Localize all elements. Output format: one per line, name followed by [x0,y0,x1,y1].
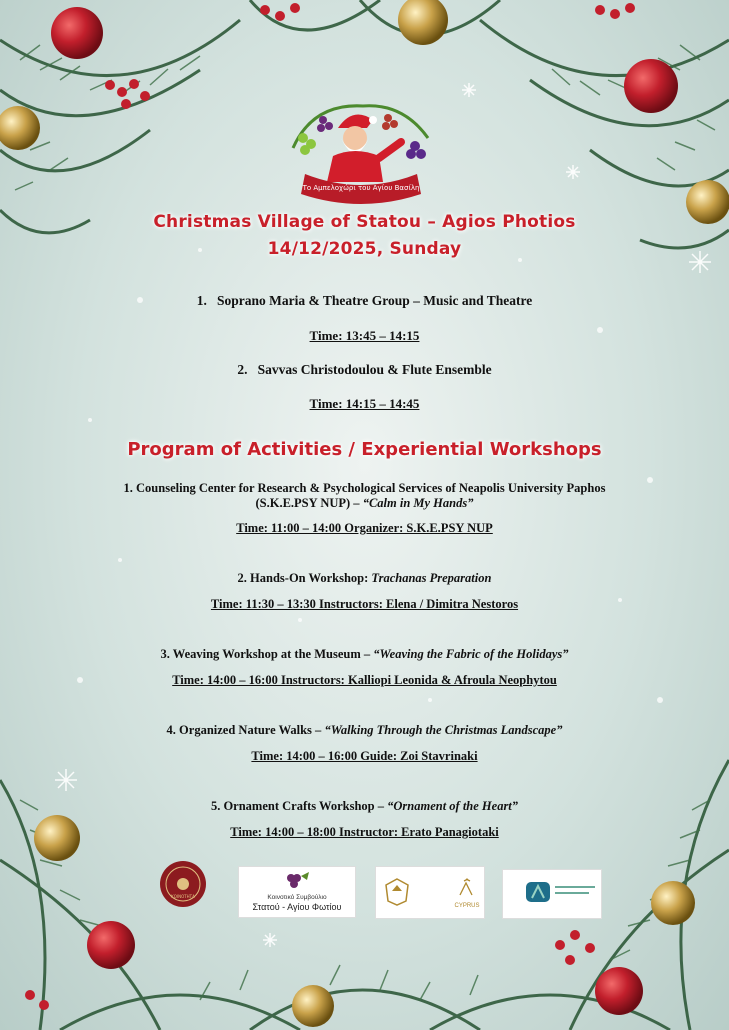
workshop-item-2 [60,571,669,586]
deer-mark-icon [456,877,478,899]
performance-item-2 [60,362,669,378]
workshop-2-theme: Trachanas Preparation [371,571,492,585]
workshop-time-1: Time: 11:00 – 14:00 Organizer: S.K.E.PSY NUP [236,521,493,535]
workshop-1-theme: “Calm in My Hands” [362,496,474,510]
regional-text-line [555,886,595,888]
workshop-1-line1: 1. Counseling Center for Research & Psychological Services of Neapolis University Paphos [123,481,606,495]
cyprus-emblem-icon [384,877,410,907]
workshop-3-theme: “Weaving the Fabric of the Holidays” [373,647,569,661]
workshop-time-3: Time: 14:00 – 16:00 Instructors: Kalliopi Leonida & Afroula Neophytou [172,673,557,687]
workshop-5-theme: “Ornament of the Heart” [387,799,519,813]
cyprus-label: CYPRUS [454,903,480,909]
regional-text-line [555,892,589,894]
cyprus-ministry-logo [375,866,485,919]
workshop-item-4 [60,723,669,738]
event-date: 14/12/2025, Sunday [267,239,462,259]
workshop-item-3 [60,647,669,662]
community-council-logo [238,866,356,918]
logo-banner-text: Το Αμπελοχώρι του Αγίου Βασίλη [302,184,420,192]
regional-mark-icon [525,880,551,904]
regional-logo [502,869,602,919]
workshop-time-5: Time: 14:00 – 18:00 Instructor: Erato Panagiotaki [230,825,499,839]
workshop-1-line2 [60,496,669,511]
workshop-5-title: 5. Ornament Crafts Workshop – [210,799,388,813]
event-title: Christmas Village of Statou – Agios Photios [153,212,576,232]
seal-text: ΚΟΙΝΟΤΗΤΑ [171,894,195,899]
workshop-time-4: Time: 14:00 – 16:00 Guide: Zoi Stavrinaki [251,749,478,763]
community-council-line1: Κοινοτικό Συμβούλιο [267,894,327,901]
workshop-4-theme: “Walking Through the Christmas Landscape” [324,723,563,737]
workshop-4-title: 4. Organized Nature Walks – [166,723,325,737]
community-seal-logo [159,860,207,908]
santa-logo [283,98,438,206]
performance-time-2: Time: 14:15 – 14:45 [309,396,420,411]
workshop-3-title: 3. Weaving Workshop at the Museum – [160,647,374,661]
workshop-item-1 [60,481,669,511]
performance-title-2: Savvas Christodoulou & Flute Ensemble [257,362,492,377]
community-council-line2: Στατού - Αγίου Φωτίου [252,902,342,912]
performance-time-1: Time: 13:45 – 14:15 [309,328,420,343]
performance-number-1: 1. [196,293,207,308]
performance-title-1: Soprano Maria & Theatre Group – Music and Theatre [216,293,533,308]
program-title: Program of Activities / Experiential Workshops [127,439,602,460]
workshop-item-5 [60,799,669,814]
grape-logo-icon [281,870,313,892]
performance-number-2: 2. [237,362,248,377]
workshop-2-title: 2. Hands-On Workshop: [237,571,372,585]
workshop-1-org: (S.K.E.PSY NUP) – [255,496,363,510]
santa-figure-icon [327,115,401,182]
performance-item-1 [60,293,669,309]
workshop-time-2: Time: 11:30 – 13:30 Instructors: Elena / Dimitra Nestoros [210,597,519,611]
